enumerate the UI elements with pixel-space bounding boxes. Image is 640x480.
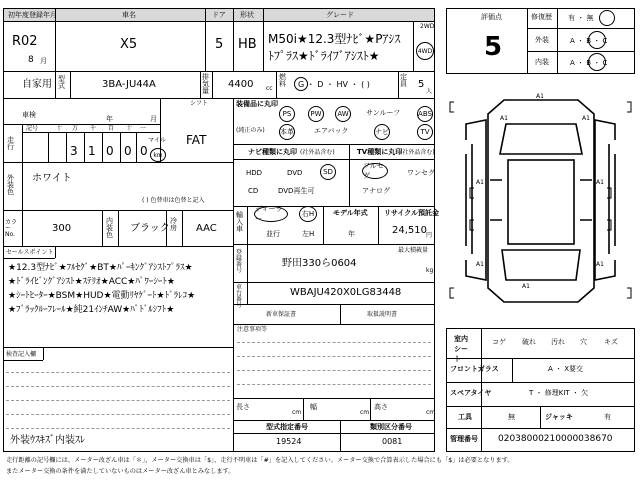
score-value: 5 bbox=[484, 32, 503, 62]
recycle-unit: 円 bbox=[426, 232, 433, 239]
class-number: 0081 bbox=[382, 437, 403, 446]
car-name-label: 車名 bbox=[122, 11, 136, 19]
type-designation-number: 19524 bbox=[276, 437, 302, 446]
usage-value: 自家用 bbox=[22, 79, 52, 90]
capacity-label: 定員 bbox=[400, 73, 407, 88]
seat-tear: 破れ bbox=[522, 338, 536, 346]
seat-hole: 穴 bbox=[580, 338, 587, 346]
vehicle-inspection-label: 車検 bbox=[22, 111, 36, 119]
exterior-grade-options: A ・ B ・ C bbox=[570, 37, 608, 45]
seat-stain-burn: コゲ bbox=[492, 338, 506, 346]
equip-nav: ナビ bbox=[374, 124, 390, 140]
management-number-label: 管理番号 bbox=[450, 435, 478, 443]
drive-2wd: 2WD bbox=[420, 23, 435, 30]
capacity-unit: 人 bbox=[426, 88, 433, 95]
spare-tire-options: T ・ 修理KIT ・ 欠 bbox=[529, 389, 589, 397]
tv-type-title: TV種類に丸印 bbox=[357, 148, 403, 156]
model-value: 3BA-JU44A bbox=[102, 79, 156, 90]
damage-label: A1 bbox=[596, 179, 604, 186]
tools-label: 工具 bbox=[458, 413, 472, 421]
grade-label: グレード bbox=[326, 11, 354, 19]
equip-tv: TV bbox=[417, 124, 433, 140]
car-name: X5 bbox=[120, 37, 138, 52]
nav-sd: SD bbox=[320, 164, 336, 180]
windshield-label: フロントガラス bbox=[450, 365, 499, 373]
repair-none-circle bbox=[599, 10, 615, 26]
displacement-unit: cc bbox=[266, 85, 273, 92]
inspector-label: 検査記入欄 bbox=[6, 351, 37, 358]
color-change-note: ( ) 色替車は色替と記入 bbox=[142, 197, 205, 204]
km-circle bbox=[150, 148, 166, 162]
management-number: 02038000210000038670 bbox=[498, 434, 613, 444]
equip-pw: PW bbox=[308, 106, 324, 122]
vin-value: WBAJU420X0LG83448 bbox=[290, 287, 402, 298]
damage-label: A1 bbox=[522, 283, 530, 290]
nav-type-note: (社外品含む) bbox=[300, 149, 335, 156]
plate-label: 登録番号 bbox=[236, 249, 243, 274]
damage-label: A1 bbox=[476, 179, 484, 186]
footer-note-2: またメーター交換の条件を満たしていないものはメーター改ざん車とみなします。 bbox=[6, 468, 235, 475]
damage-label: A1 bbox=[596, 261, 604, 268]
doors-label: ドア bbox=[212, 11, 226, 19]
tv-type-note: (社外品含む) bbox=[400, 149, 435, 156]
score-label: 評価点 bbox=[481, 13, 502, 21]
interior-color-label: 内装色 bbox=[106, 217, 113, 239]
interior-b-circle bbox=[588, 53, 606, 71]
class-number-label: 類別区分番号 bbox=[370, 423, 412, 431]
vin-label: 車台番号 bbox=[236, 284, 243, 309]
tv-analog: アナログ bbox=[362, 187, 390, 195]
recycle-amount: 24,510 bbox=[392, 225, 427, 236]
max-load-label: 最大積載量 bbox=[398, 247, 429, 254]
plate-value: 野田330ら0604 bbox=[282, 258, 357, 269]
selling-line2: ★ﾄﾞﾗｲﾋﾞﾝｸﾞｱｼｽﾄ★ｽﾃﾘｵ★ACC★ﾊﾟﾜｰｼｰﾄ★ bbox=[8, 277, 175, 287]
length-unit: cm bbox=[292, 409, 302, 416]
jack-label: ジャッキ bbox=[545, 413, 573, 421]
length-label: 長さ bbox=[236, 403, 250, 411]
selling-line3: ★ｼｰﾄﾋｰﾀｰ★BSM★HUD★電動ﾘﾔｹﾞｰﾄ★ﾄﾞﾗﾚｺ★ bbox=[8, 291, 196, 301]
manual-label: 取扱説明書 bbox=[367, 311, 398, 318]
nav-type-title: ナビ種類に丸印 bbox=[248, 148, 297, 156]
import-dealer: ディーラー bbox=[254, 206, 288, 222]
mile-label: マイル bbox=[148, 137, 166, 144]
jack-value: 有 bbox=[604, 413, 611, 421]
interior-color: ブラック bbox=[130, 223, 170, 234]
width-unit: cm bbox=[360, 409, 370, 416]
equipment-subtitle: (純正のみ) bbox=[236, 127, 265, 134]
equip-sunroof: サンルーフ bbox=[366, 109, 401, 117]
shift-label: シフト bbox=[190, 100, 209, 107]
drive-4wd: 4WD bbox=[417, 47, 433, 55]
nav-cd: CD bbox=[248, 187, 259, 195]
ac-value: AAC bbox=[196, 223, 217, 234]
capacity-value: 5 bbox=[418, 79, 425, 90]
handle-left: 左H bbox=[302, 230, 315, 238]
damage-label: A1 bbox=[536, 93, 544, 100]
seat-dirt: 汚れ bbox=[551, 338, 565, 346]
shape-value: HB bbox=[238, 37, 257, 52]
spare-tire-label: スペアタイヤ bbox=[450, 389, 492, 397]
damage-label: A1 bbox=[476, 261, 484, 268]
repair-history-options: 有 ・ 無 bbox=[568, 14, 594, 22]
type-designation-label: 型式指定番号 bbox=[266, 423, 308, 431]
ac-label: 冷房 bbox=[170, 217, 177, 232]
inspector-note: 外装ｳｽｷｽﾞ内装ｽﾚ bbox=[10, 435, 85, 446]
equip-airbag: エアバック bbox=[314, 127, 349, 135]
interior-seat-label: 室内シート bbox=[454, 335, 468, 363]
damage-label: A1 bbox=[582, 115, 590, 122]
tv-fullseg: フルセグ bbox=[362, 163, 388, 179]
equipment-title: 装備品に丸印 bbox=[236, 100, 278, 108]
first-reg-label: 初年度登録年月 bbox=[8, 11, 57, 19]
displacement-label: 排気量 bbox=[202, 73, 209, 95]
nav-dvd-play: DVD再生可 bbox=[278, 187, 315, 195]
exterior-b-circle bbox=[588, 31, 606, 49]
grade-line1: M50i★12.3型ﾅﾋﾞ★Pｱｼｽ bbox=[268, 32, 401, 46]
equip-aw: AW bbox=[335, 106, 351, 122]
equip-abs: ABS bbox=[417, 106, 433, 122]
drive-4wd-circle bbox=[416, 42, 434, 60]
interior-grade-label: 内装 bbox=[535, 58, 549, 66]
model-year-unit: 年 bbox=[348, 230, 355, 238]
footer-note-1: 走行距離の記号欄には、メーター改ざん車は「＊」、メーター交換車は「$」、走行不明車は「#」を記入してください。メーター交換で合算表示した場合にも「$」は必要となります。 bbox=[6, 457, 514, 464]
doors-value: 5 bbox=[215, 37, 224, 52]
windshield-options: A ・ X要交 bbox=[548, 365, 584, 373]
first-reg-month-unit: 月 bbox=[40, 57, 47, 65]
exterior-grade-label: 外装 bbox=[535, 36, 549, 44]
tools-value: 無 bbox=[508, 413, 515, 421]
nav-dvd: DVD bbox=[287, 169, 303, 177]
inspection-month: 月 bbox=[150, 115, 157, 123]
mileage-label: 走行 bbox=[7, 136, 14, 151]
selling-points-label: セールスポイント bbox=[6, 249, 54, 256]
recycle-label: リサイクル預託金 bbox=[384, 209, 440, 217]
shape-label: 形状 bbox=[240, 11, 254, 19]
tv-oneseg: ワンセグ bbox=[407, 169, 435, 177]
damage-label: A1 bbox=[500, 115, 508, 122]
model-year-label: モデル年式 bbox=[333, 209, 368, 217]
caution-label: 注意事項等 bbox=[237, 326, 268, 333]
shift-value: FAT bbox=[186, 133, 207, 147]
exterior-color-label: 外装色 bbox=[7, 174, 14, 196]
km-label: km bbox=[153, 151, 163, 159]
interior-grade-options: A ・ B ・ C bbox=[570, 59, 608, 67]
height-label: 高さ bbox=[374, 403, 388, 411]
exterior-color: ホワイト bbox=[32, 173, 72, 184]
fuel-label: 燃料 bbox=[279, 73, 286, 88]
displacement-value: 4400 bbox=[228, 79, 254, 90]
model-label: 型式 bbox=[58, 75, 65, 90]
fuel-options: G ・ D ・ HV ・ ( ) bbox=[298, 80, 370, 89]
selling-line1: ★12.3型ﾅﾋﾞ★ﾌﾙｾｸﾞ★BT★ﾊﾟｰｷﾝｸﾞｱｼｽﾄﾌﾟﾗｽ★ bbox=[8, 263, 193, 273]
first-reg-era: R02 bbox=[12, 34, 38, 49]
first-reg-month: 8 bbox=[28, 55, 34, 65]
repair-history-label: 修復歴 bbox=[531, 13, 552, 21]
width-label: 幅 bbox=[310, 403, 317, 411]
warranty-label: 新車保証書 bbox=[266, 311, 297, 318]
color-no-label: カラーNo. bbox=[5, 219, 18, 238]
import-parallel: 並行 bbox=[266, 230, 280, 238]
color-no-value: 300 bbox=[52, 223, 72, 234]
seat-scratch: キズ bbox=[604, 338, 618, 346]
selling-line4: ★ﾌﾞﾗｯｸﾙｰﾌﾚｰﾙ★純21ｲﾝﾁAW★ﾊﾟﾄﾞﾙｼﾌﾄ★ bbox=[8, 305, 175, 315]
grade-line2: ﾄﾌﾟﾗｽ★ﾄﾞﾗｲﾌﾞｱｼｽﾄ★ bbox=[268, 49, 380, 63]
equip-ps: PS bbox=[279, 106, 295, 122]
car-damage-diagram bbox=[446, 84, 635, 318]
import-label: 輸入車 bbox=[236, 211, 243, 233]
equip-leather: 本革 bbox=[279, 124, 295, 140]
nav-hdd: HDD bbox=[246, 169, 263, 177]
handle-right: 右H bbox=[299, 206, 317, 222]
height-unit: cm bbox=[426, 409, 436, 416]
max-load-unit: kg bbox=[426, 267, 434, 274]
inspection-year: 年 bbox=[106, 115, 113, 123]
